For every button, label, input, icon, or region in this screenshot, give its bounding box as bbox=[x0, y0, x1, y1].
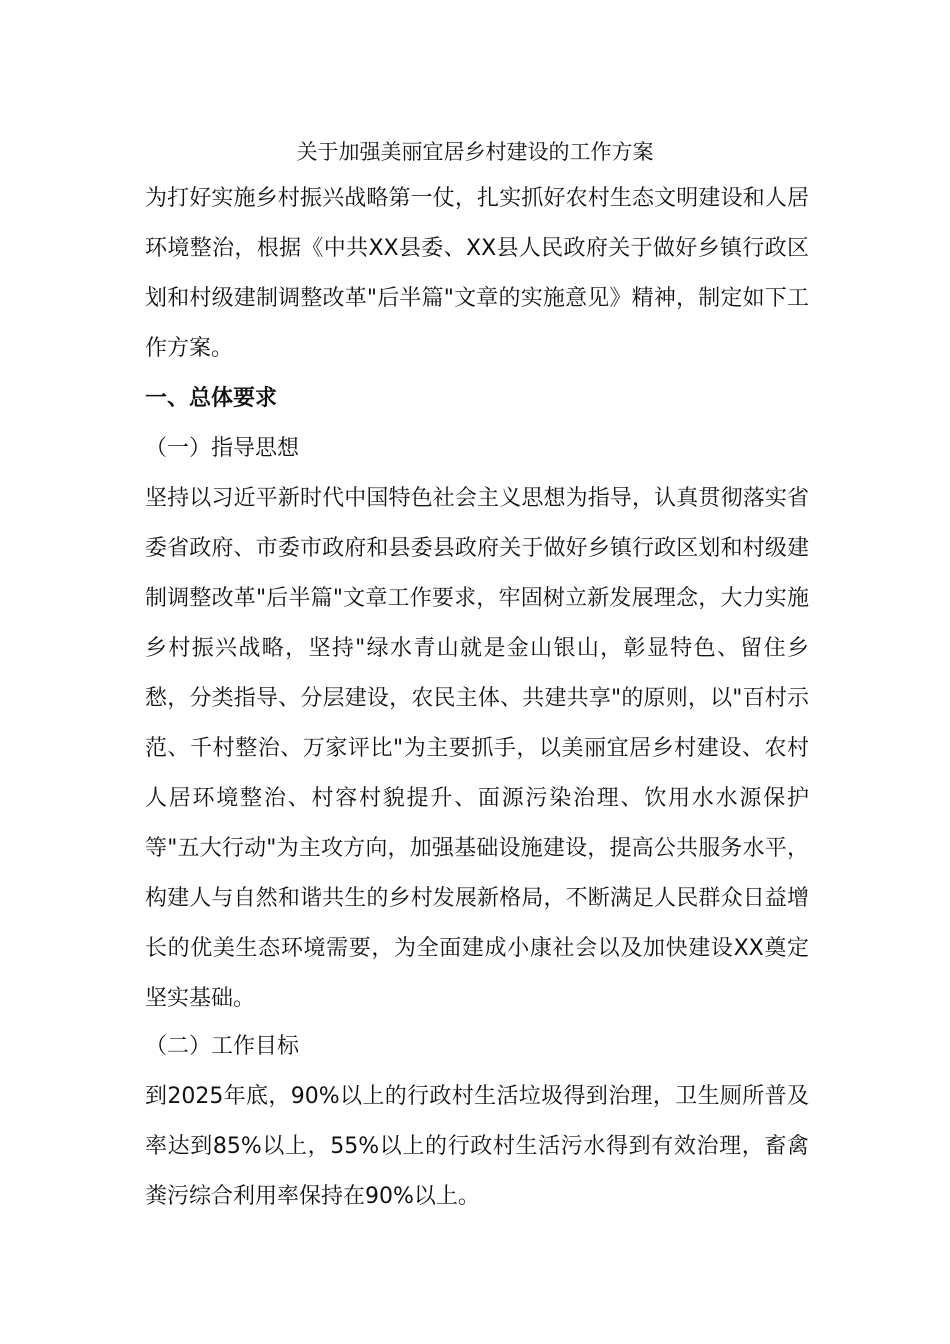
document-title: 关于加强美丽宜居乡村建设的工作方案 bbox=[296, 140, 654, 164]
subsection-heading-work-goals: （二）工作目标 bbox=[145, 1034, 300, 1059]
subsection-heading-guiding-thought: （一）指导思想 bbox=[145, 436, 300, 461]
guiding-thought-paragraph: 坚持以习近平新时代中国特色社会主义思想为指导，认真贯彻落实省委省政府、市委市政府和县委县政府关于做好乡镇行政区划和村级建制调整改革"后半篇"文章工作要求，牢固树立新发展理念，大力实施乡村振兴战略，坚持"绿水青山就是金山银山，彰显特色、留住乡愁，分类指导、分层建设，农民主体、共建共享"的原则，以"百村示范、千村整治、万家评比"为主要抓手，以美丽宜居乡村建设、农村人居环境整治、村容村貌提升、面源污染治理、饮用水水源保护等"五大行动"为主攻方向，加强基础设施建设，提高公共服务水平，构建人与自然和谐共生的乡村发展新格局，不断满足人民群众日益增长的优美生态环境需要，为全面建成小康社会以及加快建设XX奠定坚实基础。 bbox=[145, 486, 809, 1011]
work-goals-paragraph: 到2025年底，90%以上的行政村生活垃圾得到治理，卫生厕所普及率达到85%以上，55%以上的行政村生活污水得到有效治理，畜禽粪污综合利用率保持在90%以上。 bbox=[145, 1084, 809, 1209]
section-heading-overall-requirements: 一、总体要求 bbox=[145, 386, 278, 411]
intro-paragraph: 为打好实施乡村振兴战略第一仗，扎实抓好农村生态文明建设和人居环境整治，根据《中共XX县委、XX县人民政府关于做好乡镇行政区划和村级建制调整改革"后半篇"文章的实施意见》精神，制定如下工作方案。 bbox=[145, 186, 809, 361]
